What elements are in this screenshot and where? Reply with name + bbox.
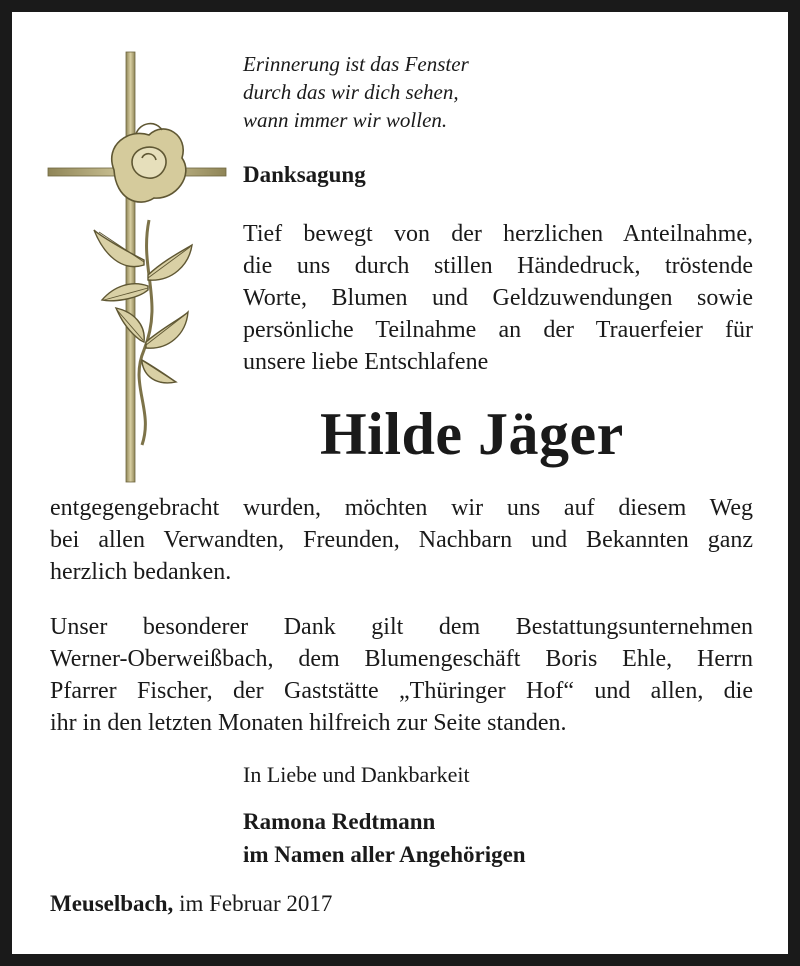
quote-line: wann immer wir wollen.	[243, 108, 448, 132]
signature	[243, 805, 526, 871]
paragraph-line: entgegengebracht wurden, möchten wir uns auf diesem Weg	[50, 495, 753, 521]
paragraph-line: herzlich bedanken.	[50, 559, 232, 585]
intro-line: unsere liebe Entschlafene	[243, 349, 489, 375]
intro-paragraph	[243, 218, 753, 378]
paragraph-line: bei allen Verwandten, Freunden, Nachbarn und Bekannten ganz	[50, 527, 753, 553]
paragraph-line: Pfarrer Fischer, der Gaststätte „Thüringer Hof“ und allen, die	[50, 678, 753, 704]
place-and-date	[50, 891, 332, 917]
date: im Februar 2017	[173, 891, 333, 916]
intro-line: die uns durch stillen Händedruck, tröstende	[243, 253, 753, 279]
intro-line: Tief bewegt von der herzlichen Anteilnahme,	[243, 221, 753, 247]
paragraph-line: Unser besonderer Dank gilt dem Bestattungsunternehmen	[50, 614, 753, 640]
cross-with-rose-icon	[44, 50, 234, 490]
quote-line: Erinnerung ist das Fenster	[243, 52, 469, 76]
signature-name: Ramona Redtmann	[243, 809, 436, 834]
signature-subtitle: im Namen aller Angehörigen	[243, 842, 526, 867]
closing-phrase: In Liebe und Dankbarkeit	[243, 762, 470, 787]
intro-line: persönliche Teilnahme an der Trauerfeier für	[243, 317, 753, 343]
thanks-paragraph	[50, 492, 753, 588]
paragraph-line: ihr in den letzten Monaten hilfreich zur Seite standen.	[50, 710, 567, 736]
deceased-name: Hilde Jäger	[320, 401, 624, 467]
place: Meuselbach,	[50, 891, 174, 916]
quote-line: durch das wir dich sehen,	[243, 80, 459, 104]
intro-line: Worte, Blumen und Geldzuwendungen sowie	[243, 285, 753, 311]
paragraph-line: Werner-Oberweißbach, dem Blumengeschäft Boris Ehle, Herrn	[50, 646, 753, 672]
notice-title: Danksagung	[243, 162, 366, 187]
special-thanks-paragraph	[50, 611, 753, 739]
memorial-quote	[243, 50, 469, 134]
